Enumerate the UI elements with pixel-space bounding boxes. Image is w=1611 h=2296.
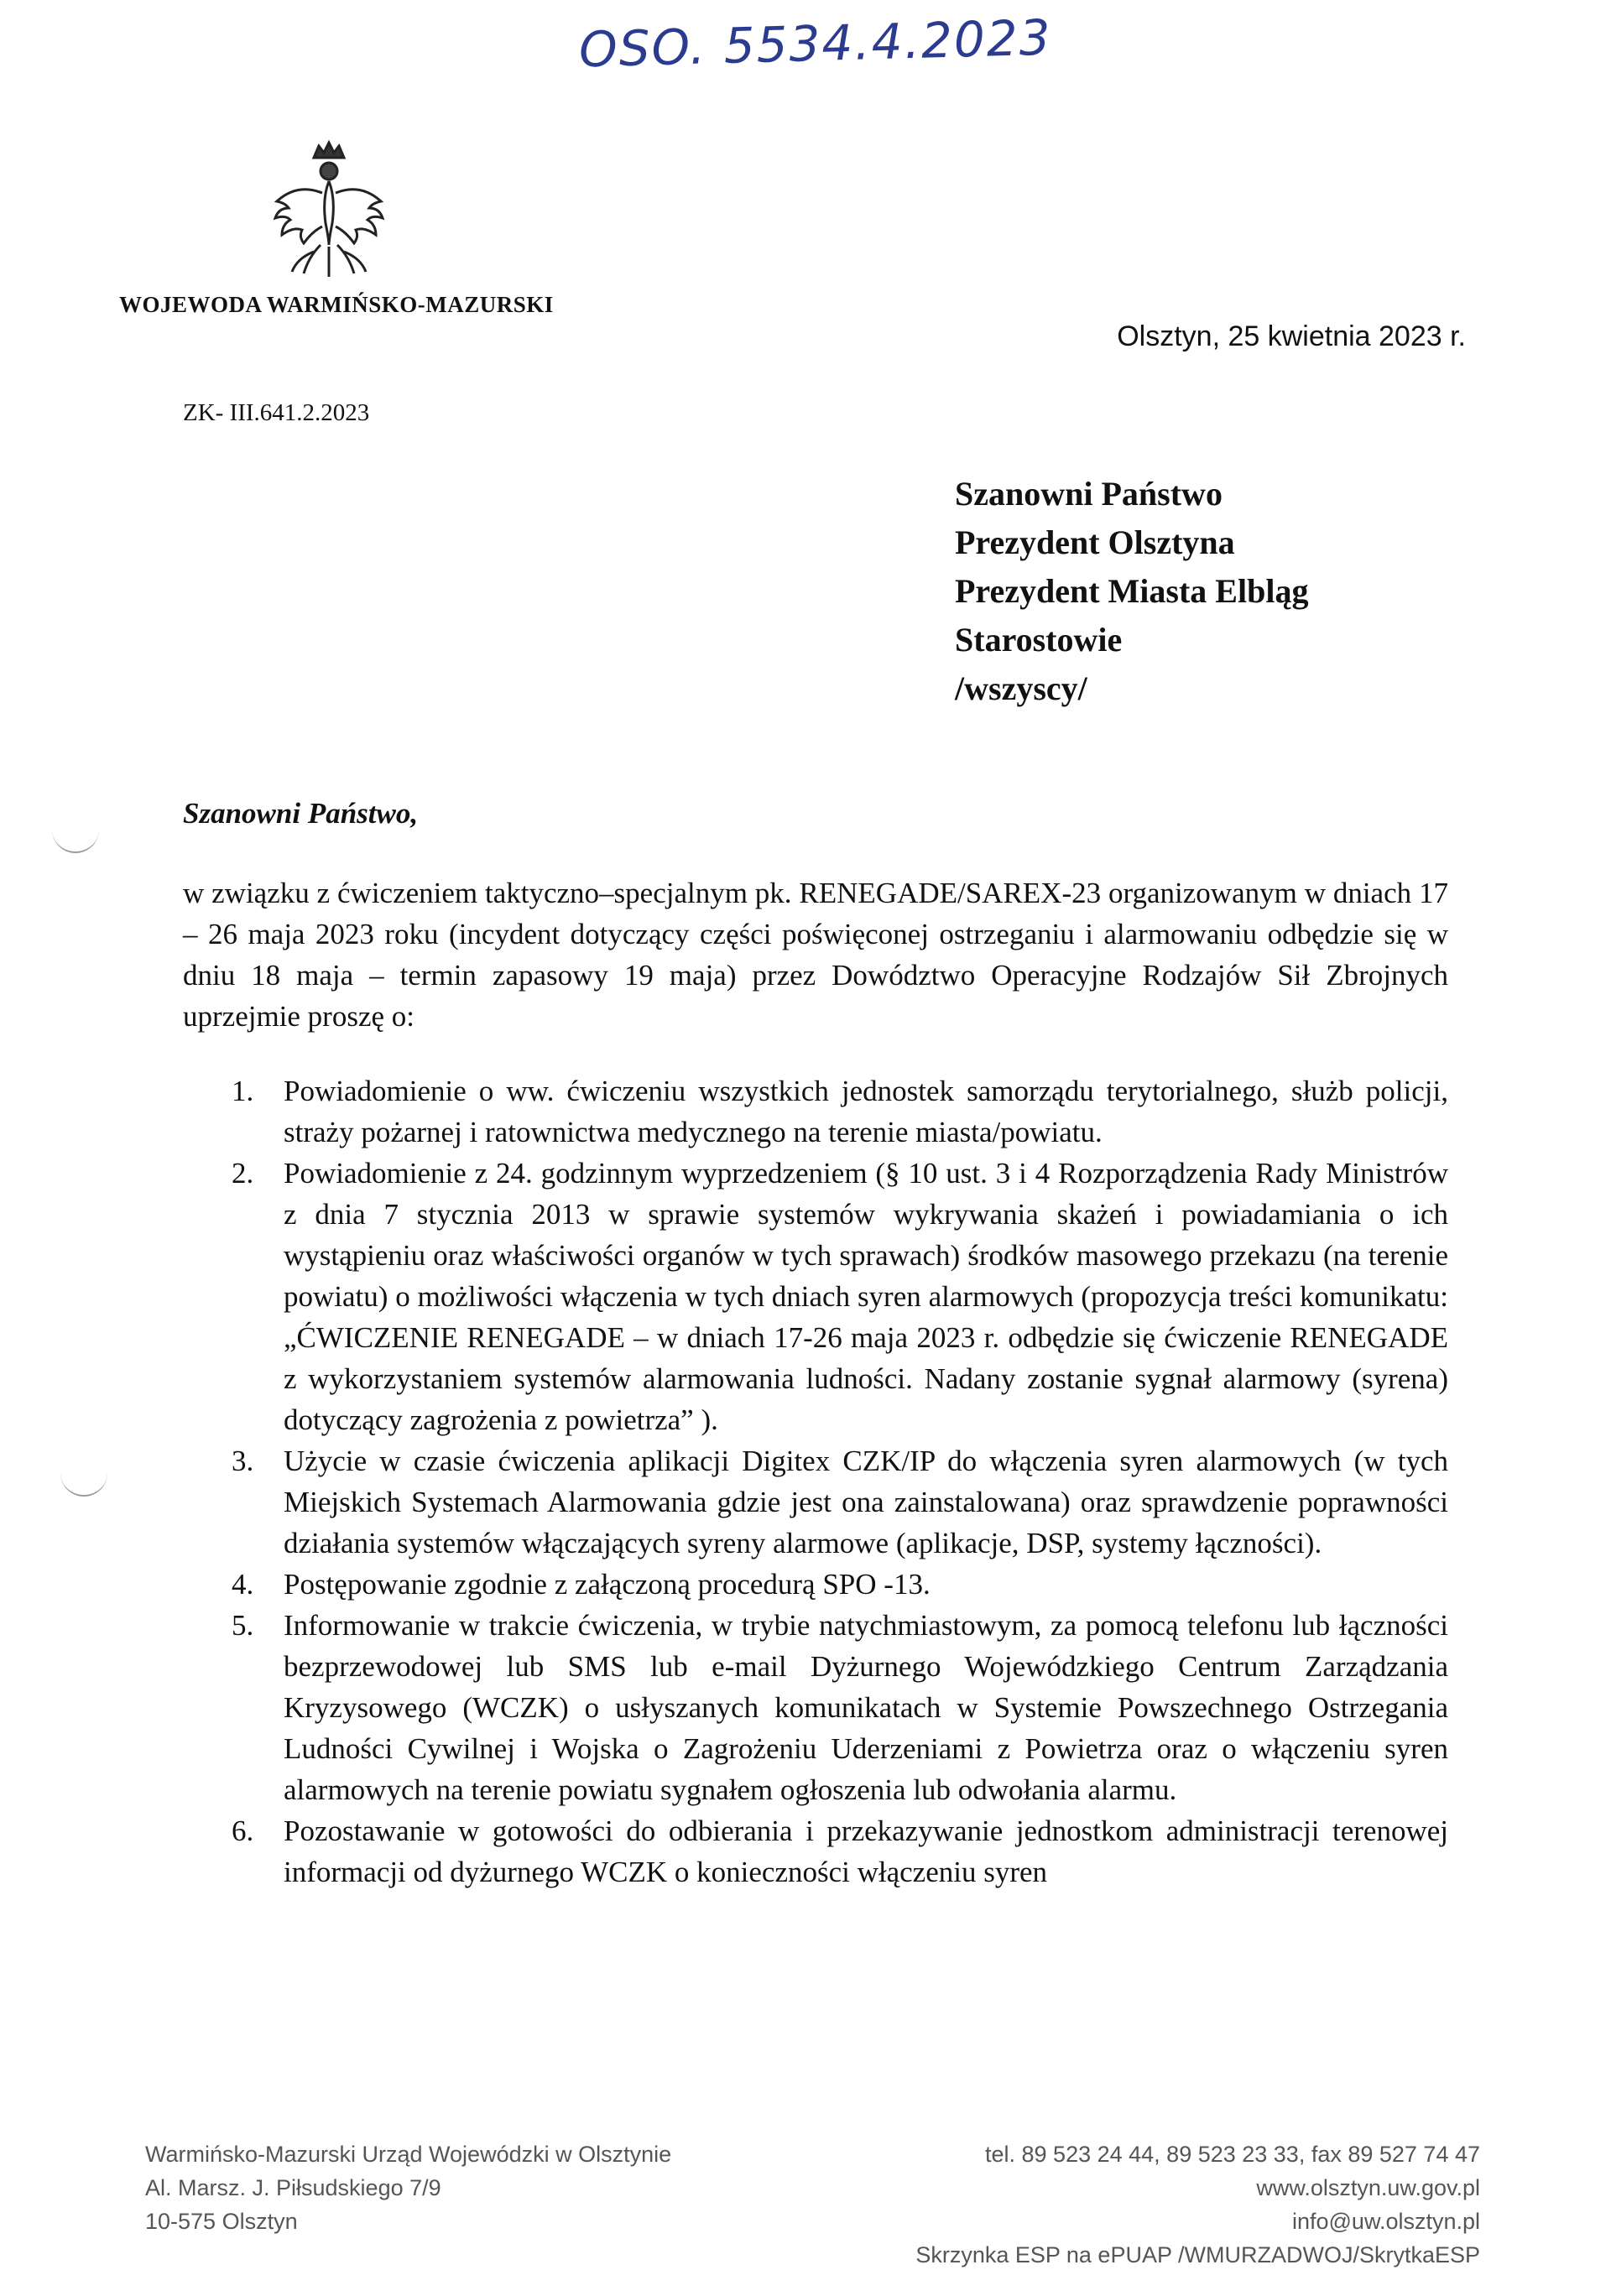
- list-item-number: 3.: [232, 1445, 254, 1477]
- list-item: [183, 1564, 1448, 1605]
- footer-street: Al. Marsz. J. Piłsudskiego 7/9: [145, 2175, 441, 2200]
- list-item: [183, 1605, 1448, 1810]
- list-item-number: 1.: [232, 1075, 254, 1107]
- recipient-line: /wszyscy/: [955, 669, 1087, 707]
- issuing-authority: WOJEWODA WARMIŃSKO-MAZURSKI: [119, 292, 554, 317]
- list-item-text: Powiadomienie o ww. ćwiczeniu wszystkich jednostek samorządu terytorialnego, służb policji, straży pożarnej i ratownictwa medycznego na terenie miasta/powiatu.: [284, 1075, 1448, 1148]
- handwritten-case-number: OSO. 5534.4.2023: [578, 8, 1053, 79]
- list-item-number: 5.: [232, 1609, 254, 1642]
- list-item-text: Powiadomienie z 24. godzinnym wyprzedzeniem (§ 10 ust. 3 i 4 Rozporządzenia Rady Ministrów z dnia 7 stycznia 2013 w sprawie systemów wykrywania skażeń i powiadamiania o ich wystąpieniu oraz właściwości organów w tych sprawach) środków masowego przekazu (na terenie powiatu) o możliwości włączenia w tych dniach syren alarmowych (propozycja treści komunikatu: „ĆWICZENIE RENEGADE – w dniach 17-26 maja 2023 r. odbędzie się ćwiczenie RENEGADE z wykorzystaniem systemów alarmowania ludności. Nadany zostanie sygnał alarmowy (syrena) dotyczący zagrożenia z powietrza” ).: [284, 1157, 1448, 1436]
- request-list: [183, 1070, 1448, 1893]
- reference-number: ZK- III.641.2.2023: [183, 399, 370, 426]
- list-item-text: Użycie w czasie ćwiczenia aplikacji Digitex CZK/IP do włączenia syren alarmowych (w tych Miejskich Systemach Alarmowania gdzie jest ona zainstalowana) oraz sprawdzenie poprawności działania systemów włączających syreny alarmowe (aplikacje, DSP, systemy łączności).: [284, 1445, 1448, 1559]
- punch-hole-mark: [52, 826, 99, 853]
- polish-eagle-icon: [270, 134, 388, 285]
- list-item-text: Postępowanie zgodnie z załączoną procedurą SPO -13.: [284, 1568, 931, 1601]
- list-item-number: 2.: [232, 1157, 254, 1190]
- list-item: [183, 1810, 1448, 1893]
- letter-body: [183, 872, 1448, 1893]
- list-item-number: 6.: [232, 1814, 254, 1847]
- recipient-line: Szanowni Państwo: [955, 475, 1223, 513]
- list-item-number: 4.: [232, 1568, 254, 1601]
- footer-contact: [915, 2137, 1480, 2272]
- intro-paragraph: w związku z ćwiczeniem taktyczno–specjalnym pk. RENEGADE/SAREX-23 organizowanym w dniach 17 – 26 maja 2023 roku (incydent dotyczący części poświęconej ostrzeganiu i alarmowaniu odbędzie się w dniu 18 maja – termin zapasowy 19 maja) przez Dowództwo Operacyjne Rodzajów Sił Zbrojnych uprzejmie proszę o:: [183, 877, 1448, 1033]
- footer-phones: tel. 89 523 24 44, 89 523 23 33, fax 89 527 74 47: [985, 2142, 1480, 2167]
- list-item: [183, 1070, 1448, 1153]
- recipient-line: Prezydent Olsztyna: [955, 523, 1235, 561]
- salutation: Szanowni Państwo,: [183, 797, 419, 830]
- list-item-text: Pozostawanie w gotowości do odbierania i przekazywanie jednostkom administracji terenowej informacji od dyżurnego WCZK o konieczności włączeniu syren: [284, 1814, 1448, 1888]
- recipient-line: Starostowie: [955, 621, 1123, 659]
- punch-hole-mark: [60, 1470, 107, 1497]
- list-item: [183, 1440, 1448, 1564]
- footer-epuap: Skrzynka ESP na ePUAP /WMURZADWOJ/SkrytkaESP: [915, 2242, 1480, 2267]
- list-item-text: Informowanie w trakcie ćwiczenia, w trybie natychmiastowym, za pomocą telefonu lub łączności bezprzewodowej lub SMS lub e-mail Dyżurnego Wojewódzkiego Centrum Zarządzania Kryzysowego (WCZK) o usłyszanych komunikatach w Systemie Powszechnego Ostrzegania Ludności Cywilnej i Wojska o Zagrożeniu Uderzeniami z Powietrza oraz o włączeniu syren alarmowych na terenie powiatu sygnałem ogłoszenia lub odwołania alarmu.: [284, 1609, 1448, 1806]
- footer-website: www.olsztyn.uw.gov.pl: [1256, 2175, 1480, 2200]
- footer-office-name: Warmińsko-Mazurski Urząd Wojewódzki w Olsztynie: [145, 2142, 672, 2167]
- footer-postal: 10-575 Olsztyn: [145, 2209, 298, 2234]
- place-and-date: Olsztyn, 25 kwietnia 2023 r.: [1117, 320, 1466, 352]
- footer-email: info@uw.olsztyn.pl: [1291, 2209, 1480, 2234]
- recipient-line: Prezydent Miasta Elbląg: [955, 572, 1309, 610]
- recipients-block: [955, 470, 1308, 713]
- list-item: [183, 1153, 1448, 1440]
- footer-office-address: [145, 2137, 671, 2238]
